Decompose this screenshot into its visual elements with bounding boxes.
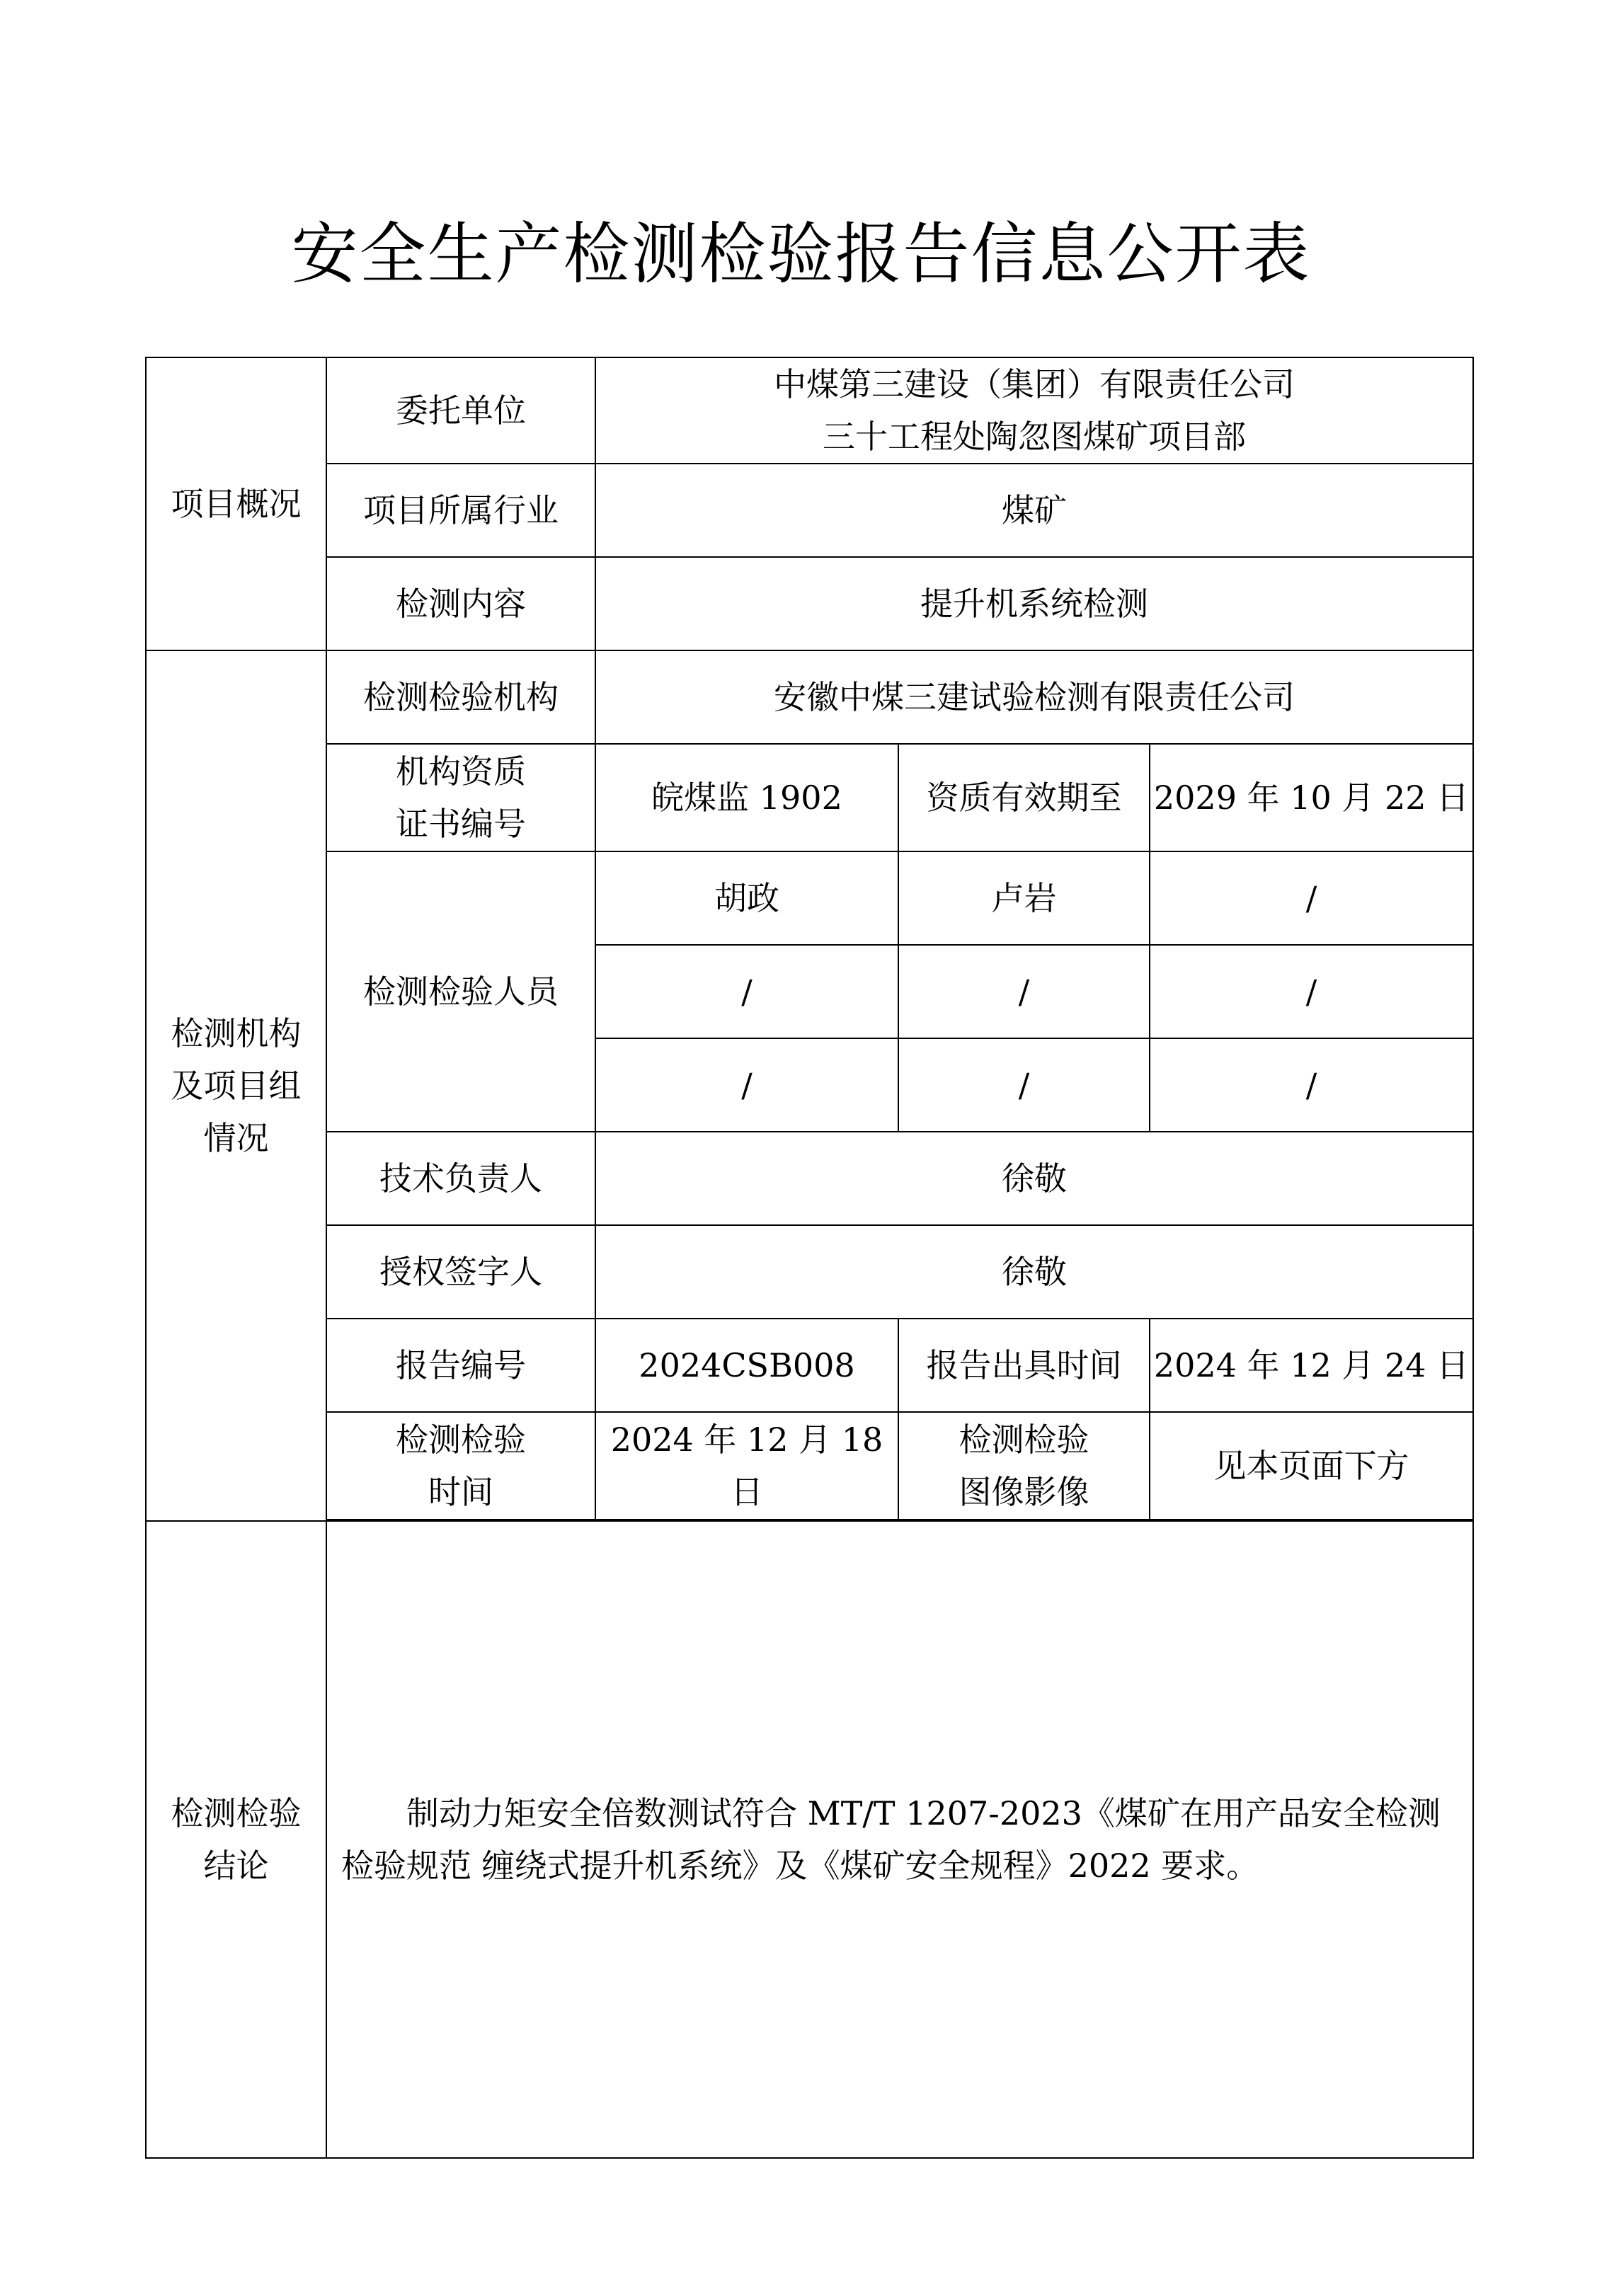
personnel-cell: / <box>1150 1038 1473 1132</box>
row-cert <box>146 744 1473 851</box>
section-overview <box>146 357 326 650</box>
label-images-line-2: 图像影像 <box>959 1473 1089 1511</box>
label-images <box>898 1412 1150 1520</box>
row-content <box>146 557 1473 650</box>
personnel-cell: / <box>595 945 898 1038</box>
label-images-line-1: 检测检验 <box>959 1420 1089 1459</box>
value-signer: 徐敬 <box>595 1225 1473 1319</box>
personnel-cell: / <box>1150 945 1473 1038</box>
info-table <box>145 357 1474 2159</box>
personnel-cell: 胡政 <box>595 851 898 945</box>
label-signer: 授权签字人 <box>326 1225 595 1319</box>
value-institution: 安徽中煤三建试验检测有限责任公司 <box>595 650 1473 744</box>
row-conclusion <box>146 1521 1473 2158</box>
label-issue-date: 报告出具时间 <box>898 1319 1150 1412</box>
row-client <box>146 357 1473 464</box>
label-client: 委托单位 <box>326 357 595 464</box>
row-tech-lead <box>146 1132 1473 1225</box>
value-client-line-2: 三十工程处陶忽图煤矿项目部 <box>823 418 1247 456</box>
section-conclusion-line-1: 检测检验 <box>171 1794 302 1832</box>
value-test-time: 2024 年 12 月 18 日 <box>595 1412 898 1520</box>
value-content: 提升机系统检测 <box>595 557 1473 650</box>
label-report-no: 报告编号 <box>326 1319 595 1412</box>
label-content: 检测内容 <box>326 557 595 650</box>
row-personnel-1 <box>146 851 1473 945</box>
label-validity: 资质有效期至 <box>898 744 1150 851</box>
label-test-time-line-1: 检测检验 <box>396 1420 526 1459</box>
value-client <box>595 357 1473 464</box>
label-cert-no-line-1: 机构资质 <box>396 752 526 791</box>
row-industry <box>146 464 1473 557</box>
row-report <box>146 1319 1473 1412</box>
label-cert-no-line-2: 证书编号 <box>396 805 526 843</box>
section-org-line-1: 检测机构 <box>171 1014 302 1052</box>
label-personnel: 检测检验人员 <box>326 851 595 1132</box>
value-industry: 煤矿 <box>595 464 1473 557</box>
row-test-time <box>146 1412 1473 1520</box>
value-tech-lead: 徐敬 <box>595 1132 1473 1225</box>
section-conclusion <box>146 1521 326 2158</box>
label-industry: 项目所属行业 <box>326 464 595 557</box>
label-tech-lead: 技术负责人 <box>326 1132 595 1225</box>
label-test-time-line-2: 时间 <box>428 1473 493 1511</box>
section-org-line-3: 情况 <box>203 1119 269 1157</box>
section-conclusion-line-2: 结论 <box>203 1847 269 1885</box>
personnel-cell: / <box>595 1038 898 1132</box>
section-org <box>146 650 326 1521</box>
row-institution <box>146 650 1473 744</box>
value-client-line-1: 中煤第三建设（集团）有限责任公司 <box>774 365 1295 403</box>
personnel-cell: 卢岩 <box>898 851 1150 945</box>
label-institution: 检测检验机构 <box>326 650 595 744</box>
value-issue-date: 2024 年 12 月 24 日 <box>1150 1319 1473 1412</box>
label-cert-no <box>326 744 595 851</box>
row-signer <box>146 1225 1473 1319</box>
section-org-line-2: 及项目组 <box>171 1067 302 1105</box>
personnel-cell: / <box>1150 851 1473 945</box>
section-overview-label: 项目概况 <box>171 485 302 523</box>
value-images: 见本页面下方 <box>1150 1412 1473 1520</box>
label-test-time <box>326 1412 595 1520</box>
value-report-no: 2024CSB008 <box>595 1319 898 1412</box>
value-conclusion: 制动力矩安全倍数测试符合 MT/T 1207-2023《煤矿在用产品安全检测检验规范 缠绕式提升机系统》及《煤矿安全规程》2022 要求。 <box>326 1521 1473 2158</box>
value-validity: 2029 年 10 月 22 日 <box>1150 744 1473 851</box>
personnel-cell: / <box>898 1038 1150 1132</box>
page-title: 安全生产检测检验报告信息公开表 <box>291 216 1311 293</box>
value-cert-no: 皖煤监 1902 <box>595 744 898 851</box>
personnel-cell: / <box>898 945 1150 1038</box>
